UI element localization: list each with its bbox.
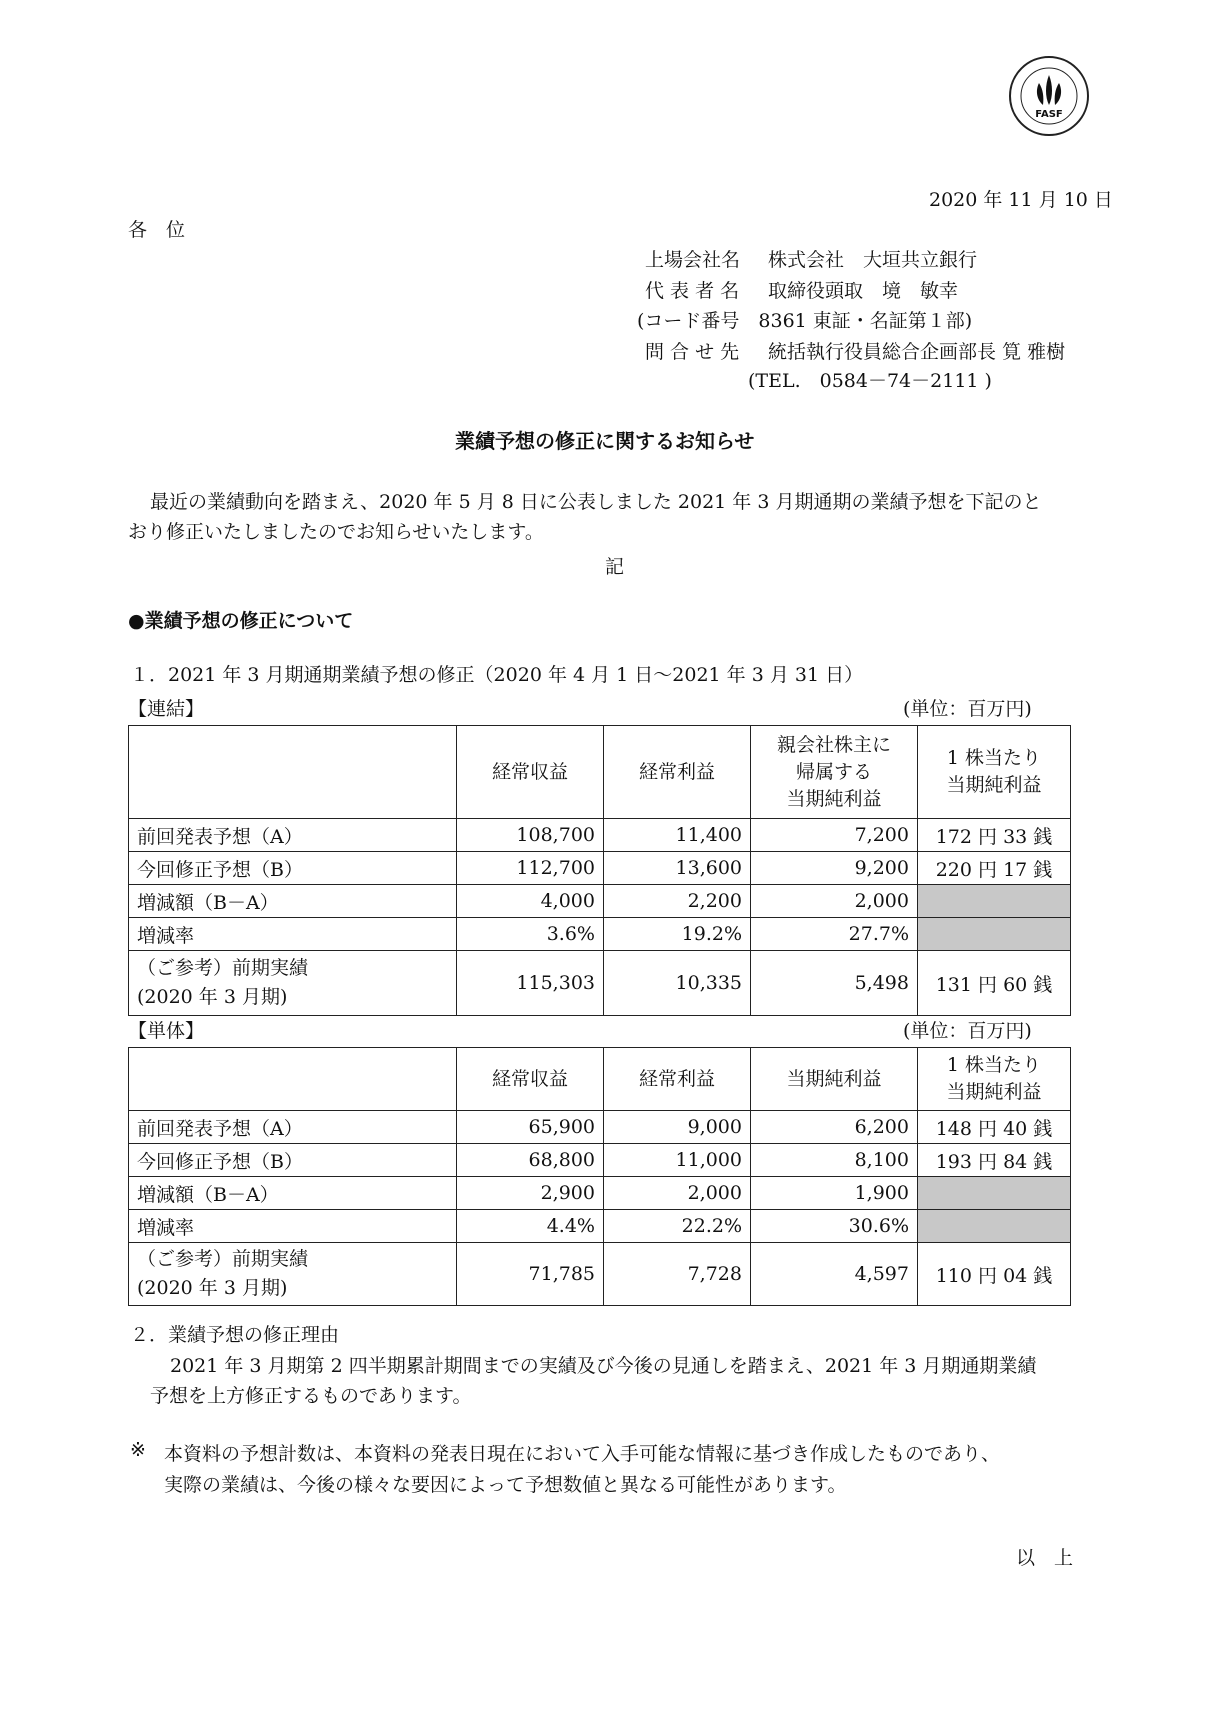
cell-value: 112,700	[457, 852, 604, 885]
cell-value: 131 円 60 銭	[918, 951, 1071, 1016]
contact-person: 統括執行役員総合企画部長 筧 雅樹	[768, 341, 1066, 363]
row-label-line: (2020 年 3 月期)	[137, 986, 288, 1008]
header-ordinary-profit: 経常利益	[604, 1048, 751, 1111]
row-label-line: （ご参考）前期実績	[137, 957, 309, 979]
note-line-2: 実際の業績は、今後の様々な要因によって予想数値と異なる可能性があります。	[164, 1474, 847, 1496]
standalone-label: 【単体】	[128, 1020, 205, 1042]
cell-value: 13,600	[604, 852, 751, 885]
cell-value: 30.6%	[751, 1210, 918, 1243]
header-net-income: 当期純利益	[751, 1048, 918, 1111]
cell-value: 27.7%	[751, 918, 918, 951]
item-2-heading: ２．業績予想の修正理由	[130, 1324, 340, 1346]
cell-value: 7,728	[604, 1243, 751, 1306]
shaded-cell	[918, 1210, 1071, 1243]
contact-label: 問 合 せ 先	[645, 341, 740, 363]
cell-value: 11,400	[604, 819, 751, 852]
table-row	[129, 951, 1071, 1016]
header-line: 1 株当たり	[946, 1054, 1042, 1076]
item-1-heading: １．2021 年 3 月期通期業績予想の修正（2020 年 4 月 1 日～2021 年 3 月 31 日）	[130, 664, 864, 686]
code-line: (コード番号 8361 東証・名証第１部)	[637, 310, 973, 332]
cell-value: 108,700	[457, 819, 604, 852]
row-label-line: (2020 年 3 月期)	[137, 1277, 288, 1299]
cell-value: 115,303	[457, 951, 604, 1016]
cell-value: 65,900	[457, 1111, 604, 1144]
table-row	[129, 852, 1071, 885]
reason-line-1: 2021 年 3 月期第 2 四半期累計期間までの実績及び今後の見通しを踏まえ、2021 年 3 月期通期業績	[170, 1355, 1037, 1377]
header-line: 親会社株主に	[776, 733, 891, 756]
header-eps	[918, 726, 1071, 819]
telephone-line: (TEL. 0584－74－2111 )	[748, 370, 992, 392]
cell-value: 220 円 17 銭	[918, 852, 1071, 885]
cell-value: 2,000	[604, 1177, 751, 1210]
cell-value: 4,000	[457, 885, 604, 918]
cell-value: 10,335	[604, 951, 751, 1016]
addressee: 各 位	[128, 219, 186, 241]
cell-value: 3.6%	[457, 918, 604, 951]
cell-value: 4,597	[751, 1243, 918, 1306]
row-label-line: （ご参考）前期実績	[137, 1248, 309, 1270]
cell-value: 6,200	[751, 1111, 918, 1144]
shaded-cell	[918, 885, 1071, 918]
table-row	[129, 1111, 1071, 1144]
row-label: 今回修正予想（B）	[129, 1144, 457, 1177]
cell-value: 148 円 40 銭	[918, 1111, 1071, 1144]
header-line: 当期純利益	[786, 787, 882, 810]
ki-mark: 記	[605, 556, 625, 578]
header-empty	[129, 726, 457, 819]
cell-value: 11,000	[604, 1144, 751, 1177]
cell-value: 2,200	[604, 885, 751, 918]
row-label: 前回発表予想（A）	[129, 819, 457, 852]
row-label: 増減額（B－A）	[129, 885, 457, 918]
fasf-seal-icon	[1008, 55, 1090, 137]
cell-value: 19.2%	[604, 918, 751, 951]
company-name-label: 上場会社名	[645, 249, 741, 271]
cell-value: 9,200	[751, 852, 918, 885]
consolidated-table	[128, 725, 1071, 1016]
header-ordinary-revenue: 経常収益	[457, 1048, 604, 1111]
row-label: 増減額（B－A）	[129, 1177, 457, 1210]
table-header-row	[129, 1048, 1071, 1111]
shaded-cell	[918, 918, 1071, 951]
cell-value: 22.2%	[604, 1210, 751, 1243]
table-row	[129, 1177, 1071, 1210]
header-eps	[918, 1048, 1071, 1111]
cell-value: 2,900	[457, 1177, 604, 1210]
note-mark: ※	[130, 1439, 146, 1461]
cell-value: 4.4%	[457, 1210, 604, 1243]
cell-value: 8,100	[751, 1144, 918, 1177]
header-empty	[129, 1048, 457, 1111]
table-row	[129, 819, 1071, 852]
header-line: 帰属する	[795, 760, 872, 783]
representative-name: 取締役頭取 境 敏幸	[768, 280, 959, 302]
cell-value: 9,000	[604, 1111, 751, 1144]
row-label	[129, 951, 457, 1016]
cell-value: 71,785	[457, 1243, 604, 1306]
header-line: 1 株当たり	[946, 747, 1042, 769]
consolidated-unit: (単位：百万円)	[903, 698, 1032, 720]
standalone-table	[128, 1047, 1071, 1306]
cell-value: 5,498	[751, 951, 918, 1016]
row-label: 増減率	[129, 918, 457, 951]
row-label: 今回修正予想（B）	[129, 852, 457, 885]
row-label	[129, 1243, 457, 1306]
company-name: 株式会社 大垣共立銀行	[768, 249, 978, 271]
row-label: 前回発表予想（A）	[129, 1111, 457, 1144]
reason-line-2: 予想を上方修正するものであります。	[150, 1385, 472, 1407]
cell-value: 172 円 33 銭	[918, 819, 1071, 852]
header-line: 当期純利益	[946, 774, 1042, 796]
table-header-row	[129, 726, 1071, 819]
intro-line-2: おり修正いたしましたのでお知らせいたします。	[128, 521, 544, 543]
header-ordinary-profit: 経常利益	[604, 726, 751, 819]
cell-value: 68,800	[457, 1144, 604, 1177]
document-date: 2020 年 11 月 10 日	[929, 189, 1113, 211]
shaded-cell	[918, 1177, 1071, 1210]
closing-mark: 以 上	[1016, 1547, 1074, 1569]
table-row	[129, 1210, 1071, 1243]
header-line: 当期純利益	[946, 1081, 1042, 1103]
table-row	[129, 918, 1071, 951]
document-title: 業績予想の修正に関するお知らせ	[455, 429, 755, 453]
header-ordinary-revenue: 経常収益	[457, 726, 604, 819]
consolidated-label: 【連結】	[128, 698, 205, 720]
cell-value: 7,200	[751, 819, 918, 852]
standalone-unit: (単位：百万円)	[903, 1020, 1032, 1042]
representative-label: 代 表 者 名	[645, 280, 740, 302]
intro-line-1: 最近の業績動向を踏まえ、2020 年 5 月 8 日に公表しました 2021 年 3 月期通期の業績予想を下記のと	[150, 491, 1042, 513]
row-label: 増減率	[129, 1210, 457, 1243]
logo-text: FASF	[1035, 109, 1063, 120]
header-net-income-parent	[751, 726, 918, 819]
cell-value: 193 円 84 銭	[918, 1144, 1071, 1177]
table-row	[129, 885, 1071, 918]
note-line-1: 本資料の予想計数は、本資料の発表日現在において入手可能な情報に基づき作成したものであり、	[164, 1443, 1001, 1465]
table-row	[129, 1243, 1071, 1306]
cell-value: 1,900	[751, 1177, 918, 1210]
table-row	[129, 1144, 1071, 1177]
section-heading: ●業績予想の修正について	[128, 610, 354, 632]
cell-value: 110 円 04 銭	[918, 1243, 1071, 1306]
fasf-logo	[1008, 55, 1090, 137]
cell-value: 2,000	[751, 885, 918, 918]
